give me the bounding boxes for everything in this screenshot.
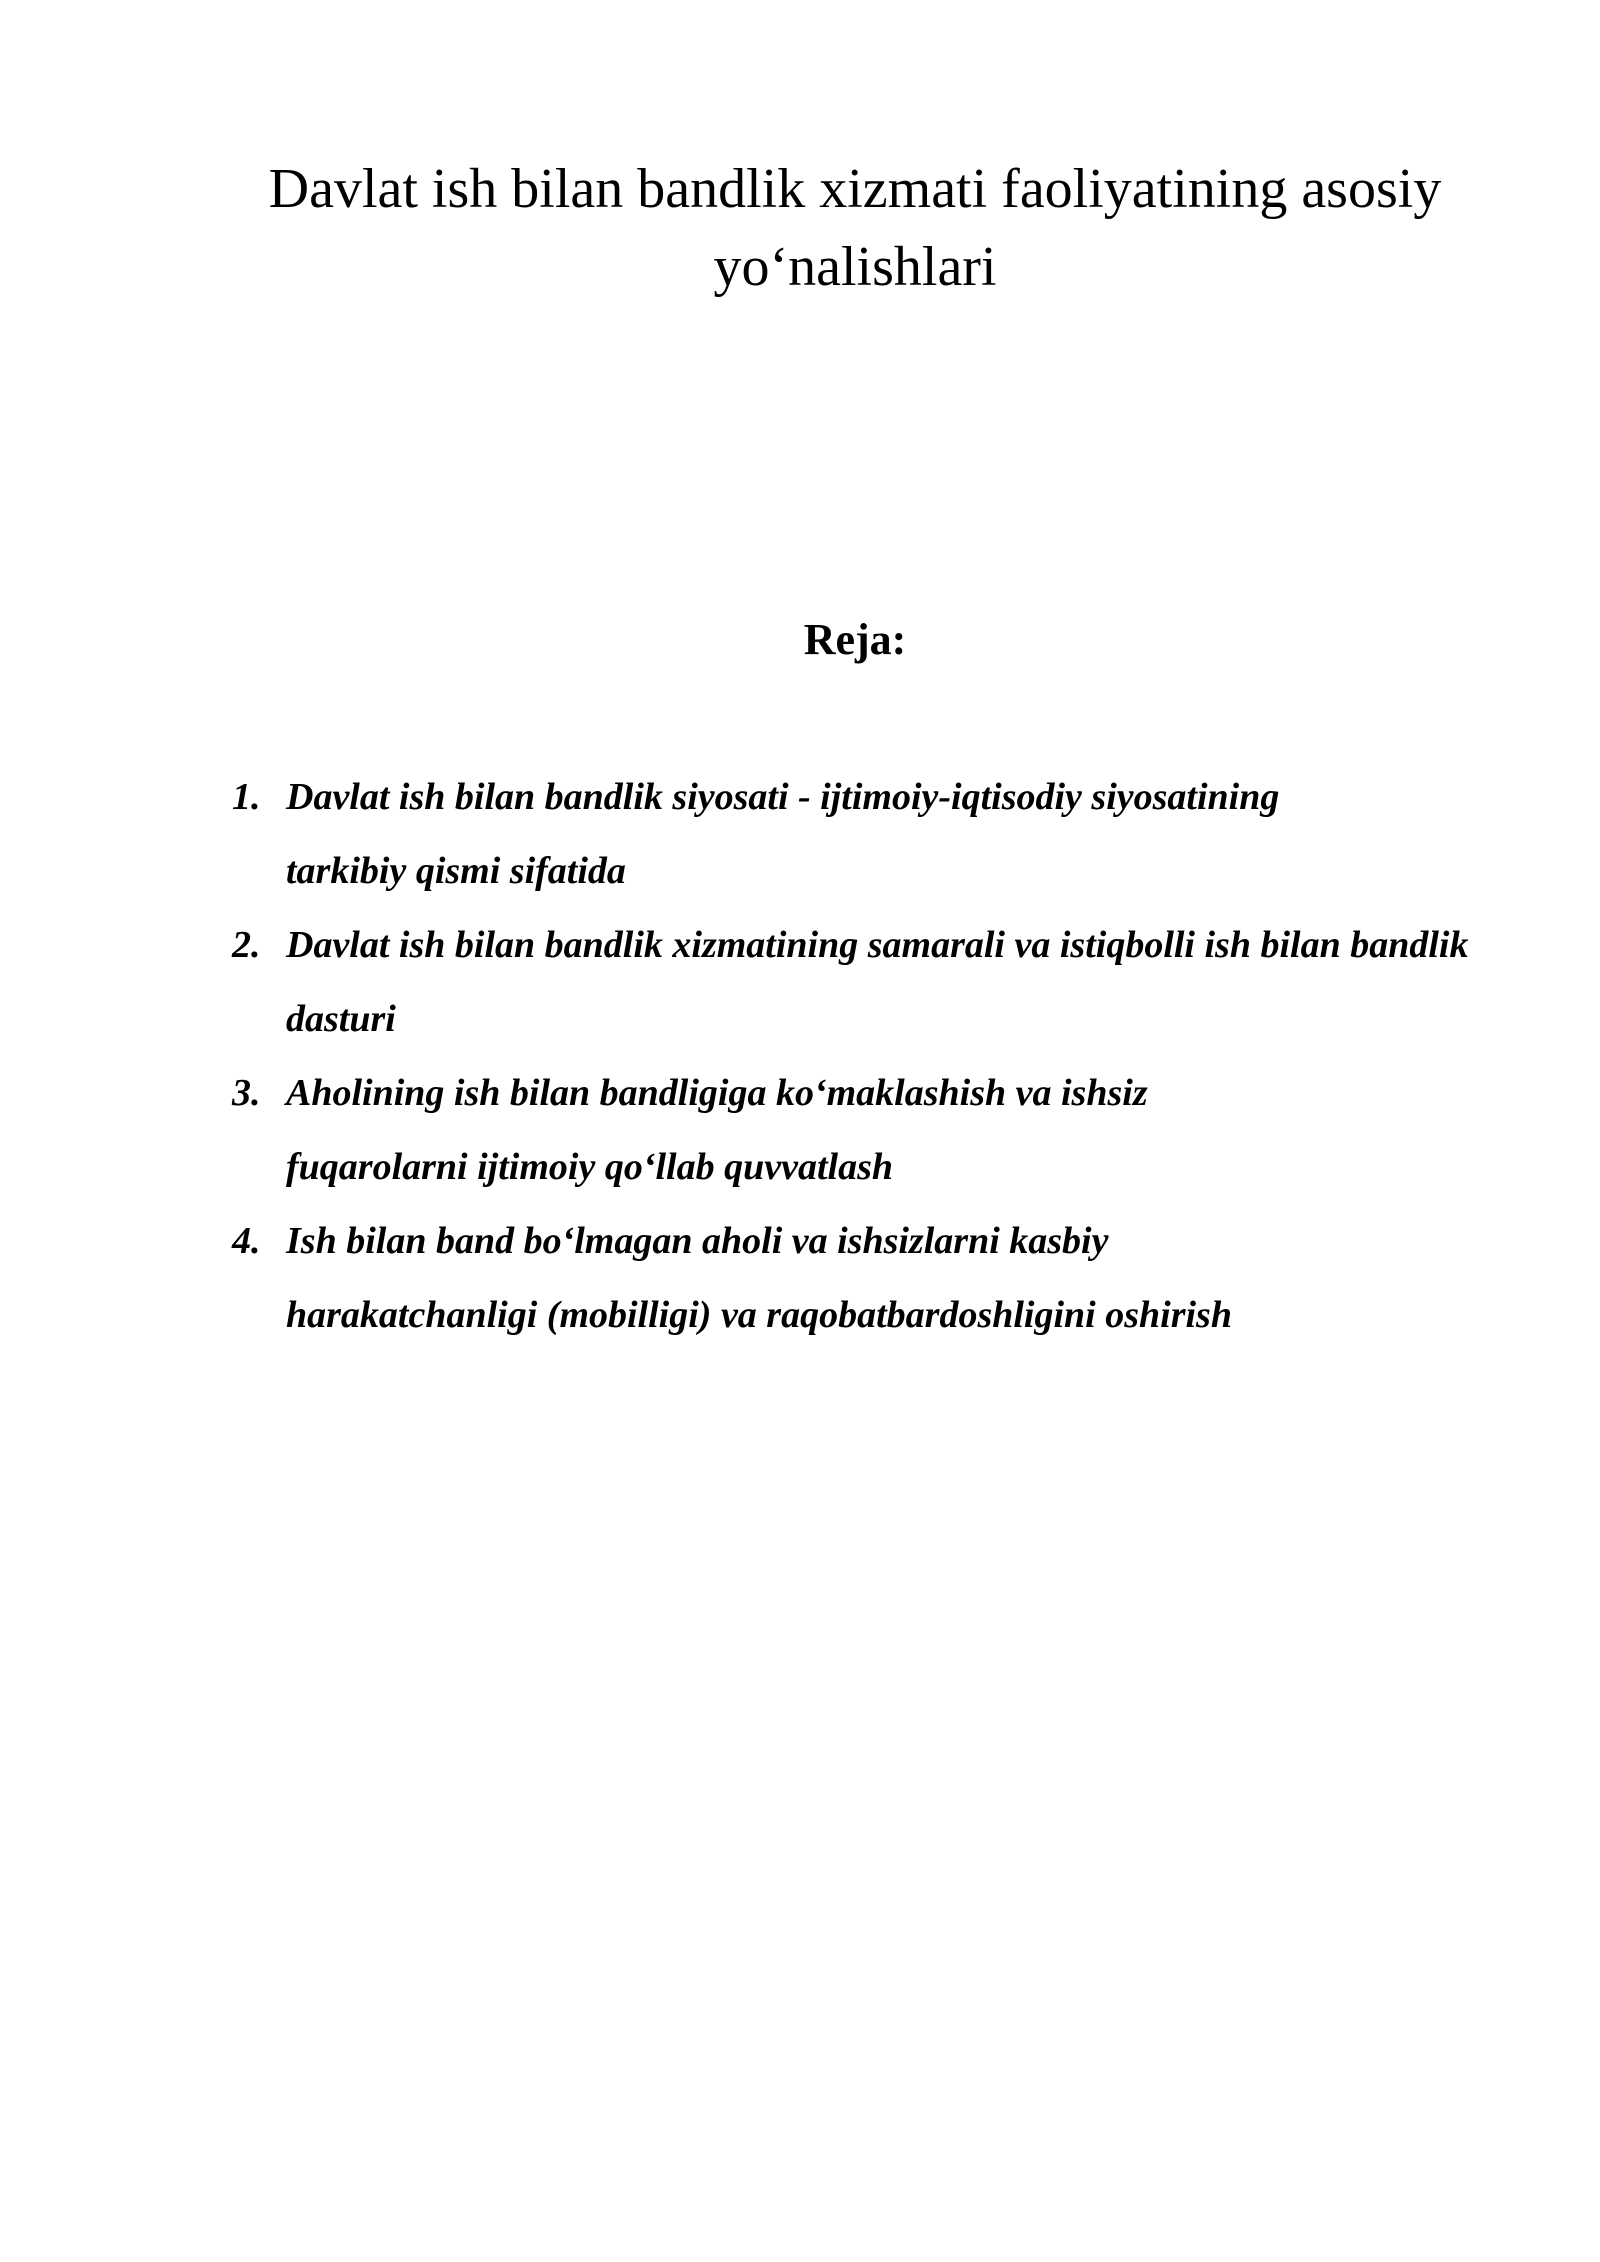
- plan-item-text: Davlat ish bilan bandlik siyosati - ijtimoiy-iqtisodiy siyosatining tarkibiy qismi sifatida: [286, 776, 1280, 892]
- plan-item-number: 3.: [232, 1072, 261, 1114]
- plan-item-1: [232, 760, 1512, 908]
- plan-item-2: [232, 908, 1512, 1056]
- plan-list: [232, 760, 1512, 1352]
- plan-item-text: Aholining ish bilan bandligiga ko‘maklashish va ishsiz fuqarolarni ijtimoiy qo‘llab quvvatlash: [286, 1072, 1148, 1188]
- plan-item-number: 4.: [232, 1220, 261, 1262]
- plan-item-number: 1.: [232, 776, 261, 818]
- plan-item-text: Ish bilan band bo‘lmagan aholi va ishsizlarni kasbiy harakatchanligi (mobilligi) va raqobatbardoshligini oshirish: [286, 1220, 1232, 1336]
- plan-item-number: 2.: [232, 924, 261, 966]
- plan-item-3: [232, 1056, 1512, 1204]
- title-line-1: Davlat ish bilan bandlik xizmati faoliyatining asosiy: [268, 158, 1442, 220]
- title-line-2: yo‘nalishlari: [713, 236, 997, 298]
- plan-item-text: Davlat ish bilan bandlik xizmatining samarali va istiqbolli ish bilan bandlik dasturi: [286, 924, 1469, 1040]
- plan-item-4: [232, 1204, 1512, 1352]
- plan-heading: Reja:: [803, 615, 907, 664]
- document-title: [230, 150, 1480, 306]
